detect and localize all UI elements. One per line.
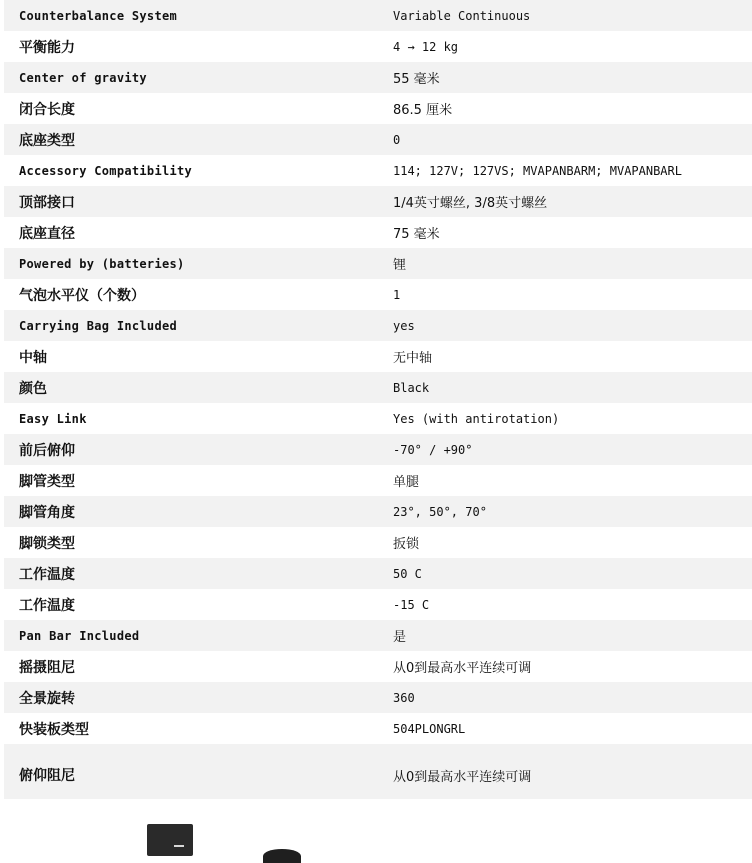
spec-value: 无中轴 — [393, 351, 433, 366]
spec-row-pan-bar — [4, 620, 752, 651]
product-clamp-slot — [174, 845, 184, 847]
spec-label: Counterbalance System — [19, 8, 178, 23]
spec-value: 是 — [393, 630, 407, 645]
spec-value: Black — [393, 380, 430, 395]
spec-value: 23°, 50°, 70° — [393, 504, 487, 519]
spec-label: 俯仰阻尼 — [19, 768, 75, 784]
spec-value: Yes (with antirotation) — [393, 411, 560, 426]
spec-value: 75 毫米 — [393, 227, 440, 242]
spec-row-panoramic-rotation — [4, 682, 752, 713]
spec-value: 锂 — [393, 258, 407, 273]
spec-row-center-of-gravity — [4, 62, 752, 93]
spec-row-center-column — [4, 341, 752, 372]
spec-value: yes — [393, 318, 415, 333]
spec-label: 中轴 — [19, 349, 47, 366]
spec-label: Powered by (batteries) — [19, 256, 185, 271]
spec-row-closed-length — [4, 93, 752, 124]
spec-label: 气泡水平仪（个数） — [19, 287, 145, 304]
spec-table — [4, 0, 752, 806]
spec-row-leg-angle — [4, 496, 752, 527]
spec-row-counterbalance-system — [4, 0, 752, 31]
spec-value: 1/4英寸螺丝, 3/8英寸螺丝 — [393, 196, 548, 211]
spec-row-pan-drag — [4, 651, 752, 682]
spec-label: Carrying Bag Included — [19, 318, 178, 333]
spec-label: Accessory Compatibility — [19, 163, 193, 178]
spec-value: -15 C — [393, 597, 430, 612]
spec-value: 504PLONGRL — [393, 721, 466, 736]
spec-row-top-attachment — [4, 186, 752, 217]
spec-value: -70° / +90° — [393, 442, 473, 457]
spec-row-base-type — [4, 124, 752, 155]
spec-label: 底座直径 — [19, 225, 75, 242]
spec-label: 全景旋转 — [19, 690, 75, 707]
spec-row-powered-by — [4, 248, 752, 279]
spec-label: 平衡能力 — [19, 39, 75, 56]
spec-value: 1 — [393, 287, 401, 302]
spec-value: 360 — [393, 690, 415, 705]
spec-row-bubble-level — [4, 279, 752, 310]
spec-value: 55 毫米 — [393, 72, 440, 87]
spec-label: 底座类型 — [19, 132, 75, 149]
spec-value: 0 — [393, 132, 401, 147]
spec-row-tilt-range — [4, 434, 752, 465]
spec-row-balance-capacity — [4, 31, 752, 62]
spec-row-color — [4, 372, 752, 403]
spec-row-quick-release-plate — [4, 713, 752, 744]
spec-label: 工作温度 — [19, 566, 75, 583]
spec-label: 脚管类型 — [19, 473, 75, 490]
spec-label: 摇摄阻尼 — [19, 659, 75, 676]
spec-label: Easy Link — [19, 411, 87, 426]
spec-value: 114; 127V; 127VS; MVAPANBARM; MVAPANBARL — [393, 163, 682, 178]
spec-label: 脚锁类型 — [19, 535, 75, 552]
spec-value: 从0到最高水平连续可调 — [393, 661, 532, 676]
spec-row-base-diameter — [4, 217, 752, 248]
spec-value: 86.5 厘米 — [393, 103, 453, 118]
spec-value: 扳锁 — [393, 537, 420, 552]
spec-row-carrying-bag — [4, 310, 752, 341]
spec-label: 脚管角度 — [19, 504, 75, 521]
product-image — [0, 799, 752, 856]
spec-value: 50 C — [393, 566, 422, 581]
spec-row-operating-temp-min — [4, 589, 752, 620]
spec-row-accessory-compatibility — [4, 155, 752, 186]
spec-value: Variable Continuous — [393, 8, 531, 23]
spec-row-leg-type — [4, 465, 752, 496]
spec-label: 顶部接口 — [19, 194, 75, 211]
spec-row-easy-link — [4, 403, 752, 434]
spec-row-operating-temp-max — [4, 558, 752, 589]
product-knob-part — [263, 849, 301, 863]
spec-label: Pan Bar Included — [19, 628, 140, 643]
spec-label: 前后俯仰 — [19, 442, 75, 459]
spec-value: 从0到最高水平连续可调 — [393, 769, 532, 785]
spec-label: Center of gravity — [19, 70, 147, 85]
spec-label: 工作温度 — [19, 597, 75, 614]
spec-row-tilt-drag — [4, 744, 752, 806]
product-clamp-part — [147, 824, 193, 856]
spec-label: 颜色 — [19, 380, 47, 397]
spec-label: 快装板类型 — [19, 721, 89, 738]
spec-value: 4 → 12 kg — [393, 39, 459, 54]
spec-label: 闭合长度 — [19, 101, 75, 118]
spec-row-leg-lock-type — [4, 527, 752, 558]
spec-value: 单腿 — [393, 475, 420, 490]
